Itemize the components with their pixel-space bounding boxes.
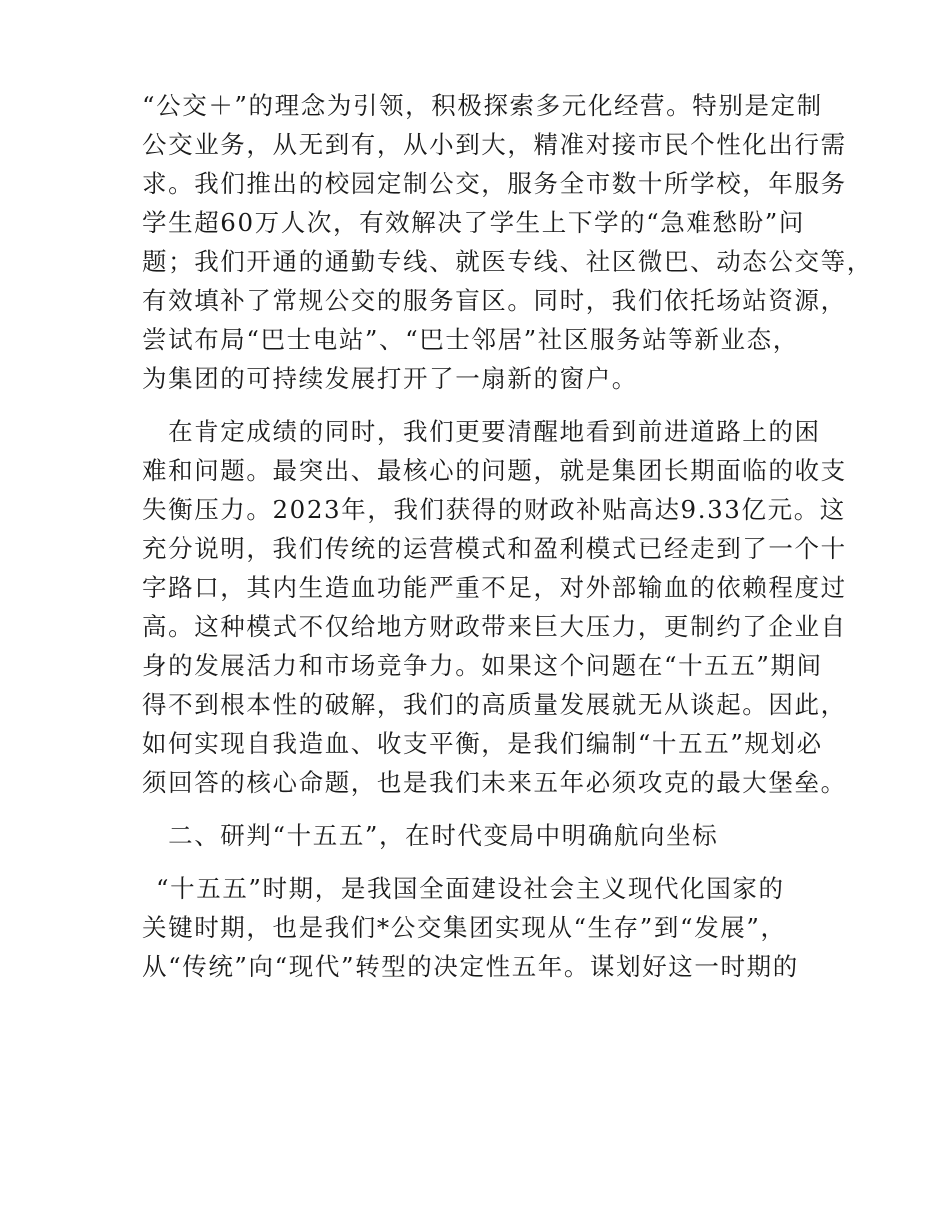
text-line: 失衡压力。2023年，我们获得的财政补贴高达9.33亿元。这	[142, 495, 846, 524]
text-line: 难和问题。最突出、最核心的问题，就是集团长期面临的收支	[142, 456, 847, 485]
text-line: 求。我们推出的校园定制公交，服务全市数十所学校，年服务	[142, 169, 847, 198]
text-line: 题；我们开通的通勤专线、就医专线、社区微巴、动态公交等，	[142, 247, 873, 276]
text-line: 学生超60万人次，有效解决了学生上下学的“急难愁盼”问	[142, 208, 805, 237]
text-line: 关键时期，也是我们*公交集团实现从“生存”到“发展”，	[142, 913, 787, 942]
text-line: 得不到根本性的破解，我们的高质量发展就无从谈起。因此，	[142, 690, 847, 719]
text-line: 尝试布局“巴士电站”、“巴士邻居”社区服务站等新业态，	[142, 325, 799, 354]
paragraph-fiscal-challenges	[142, 412, 847, 802]
text-line: 公交业务，从无到有，从小到大，精准对接市民个性化出行需	[142, 130, 847, 159]
section-heading	[142, 816, 832, 855]
text-line: 高。这种模式不仅给地方财政带来巨大压力，更制约了企业自	[142, 612, 847, 641]
text-line: “公交＋”的理念为引领，积极探索多元化经营。特别是定制	[142, 91, 823, 120]
text-line: 字路口，其内生造血功能严重不足，对外部输血的依赖程度过	[142, 573, 847, 602]
text-line: 须回答的核心命题，也是我们未来五年必须攻克的最大堡垒。	[142, 768, 847, 797]
text-line: 充分说明，我们传统的运营模式和盈利模式已经走到了一个十	[142, 534, 847, 563]
text-line: “十五五”时期，是我国全面建设社会主义现代化国家的	[156, 874, 785, 903]
text-line: 有效填补了常规公交的服务盲区。同时，我们依托场站资源，	[142, 286, 847, 315]
document-body	[142, 86, 873, 986]
paragraph-fifteenth-five-year-period	[142, 869, 832, 986]
heading-line: 二、研判“十五五”，在时代变局中明确航向坐标	[142, 821, 719, 850]
text-line: 从“传统”向“现代”转型的决定性五年。谋划好这一时期的	[142, 952, 799, 981]
text-line: 为集团的可持续发展打开了一扇新的窗户。	[142, 364, 638, 393]
paragraph-custom-bus-services	[142, 86, 873, 398]
text-line: 身的发展活力和市场竞争力。如果这个问题在“十五五”期间	[142, 651, 823, 680]
text-line: 如何实现自我造血、收支平衡，是我们编制“十五五”规划必	[142, 729, 823, 758]
text-line: 在肯定成绩的同时，我们更要清醒地看到前进道路上的困	[142, 417, 821, 446]
